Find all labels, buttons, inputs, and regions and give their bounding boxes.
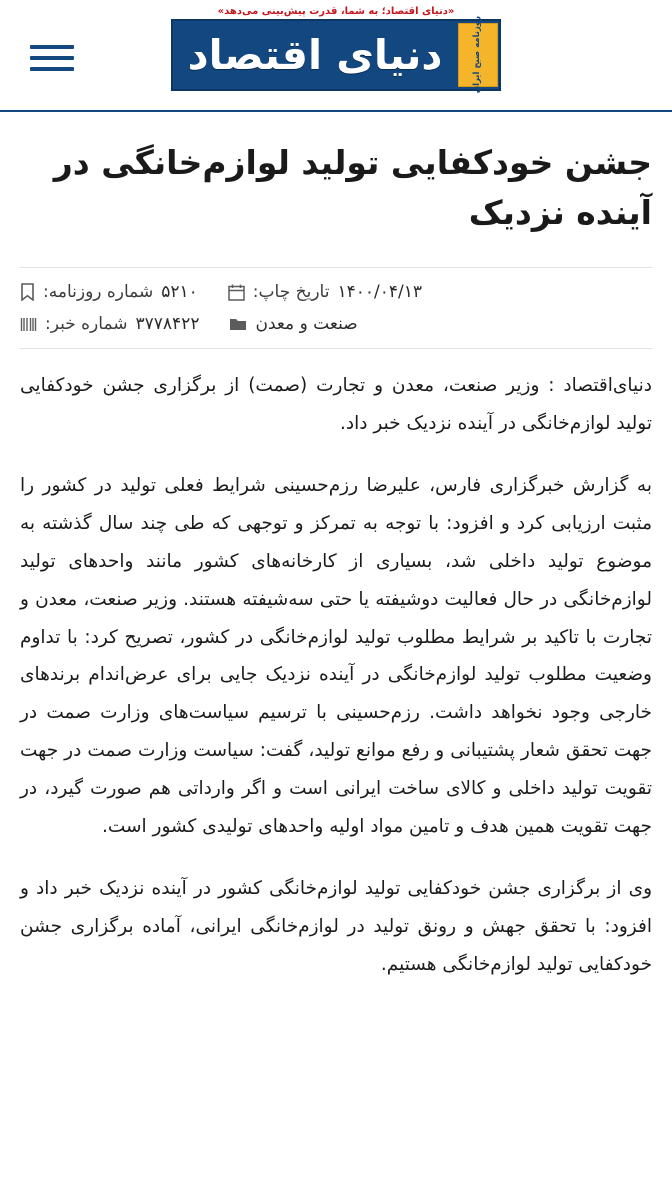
menu-bar-2 xyxy=(30,56,74,60)
page-title: جشن خودکفایی تولید لوازم‌خانگی در آینده نزدیک xyxy=(53,143,652,232)
logo-badge-label: روزنامه صبح ایران xyxy=(472,16,483,94)
site-header xyxy=(0,0,672,112)
bookmark-icon xyxy=(20,283,35,301)
meta-row-secondary xyxy=(20,314,652,334)
logo-badge xyxy=(458,16,498,94)
calendar-icon xyxy=(228,284,245,301)
article xyxy=(0,138,672,984)
masthead-slogan: «دنیای اقتصاد؛ به شما، قدرت پیش‌بینی می‌دهد» xyxy=(217,6,455,17)
meta-paper-number xyxy=(20,282,198,302)
meta-news-number-label: شماره خبر: xyxy=(45,314,128,334)
article-lead-text: وزیر صنعت، معدن و تجارت (صمت) از برگزاری جشن خودکفایی تولید لوازم‌خانگی در آینده نزدیک خبر داد. xyxy=(20,375,652,434)
article-paragraph-2: وی از برگزاری جشن خودکفایی تولید لوازم‌خانگی کشور در آینده نزدیک خبر داد و افزود: با تحقق جهش و رونق تولید در لوازم‌خانگی ایرانی، آماده برگزاری جشن خودکفایی تولید لوازم‌خانگی هستیم. xyxy=(20,878,652,975)
meta-top-divider xyxy=(20,267,652,268)
meta-category-label: صنعت و معدن xyxy=(255,314,358,334)
article-lead xyxy=(20,367,652,443)
meta-row-primary xyxy=(20,282,652,302)
masthead-logo[interactable] xyxy=(171,6,501,102)
article-lead-source: دنیای‌اقتصاد : xyxy=(548,375,652,396)
article-paragraph-1: به گزارش خبرگزاری فارس، علیرضا رزم‌حسینی شرایط فعلی تولید در کشور را مثبت ارزیابی کرد و افزود: با توجه به تمرکز و توجهی که طی چند سال گذشته به موضوع تولید داخلی شد، بسیاری از کارخانه‌های کشور مانند واحدهای تولید لوازم‌خانگی در حال فعالیت دوشیفته یا حتی سه‌شیفته هستند. وزیر صنعت، معدن و تجارت با تاکید بر شرایط مطلوب تولید لوازم‌خانگی در کشور، تصریح کرد: با تداوم وضعیت مطلوب تولید لوازم‌خانگی در آینده نزدیک جایی برای عرض‌اندام برندهای خارجی وجود نخواهد داشت. رزم‌حسینی با ترسیم سیاست‌های وزارت صمت در جهت تحقق شعار پشتیبانی و رفع موانع تولید، گفت: سیاست وزارت صمت در جهت تقویت تولید داخلی و کالای ساخت ایرانی است و اگر وارداتی هم صورت گیرد، در جهت تقویت همین هدف و تامین مواد اولیه واحدهای تولیدی کشور است. xyxy=(20,474,652,838)
meta-print-date xyxy=(228,282,422,302)
menu-bar-3 xyxy=(30,67,74,71)
meta-paper-number-value: ۵۲۱۰ xyxy=(161,282,198,302)
logo-wrap[interactable] xyxy=(171,16,501,94)
meta-paper-number-label: شماره روزنامه: xyxy=(43,282,154,302)
menu-bar-1 xyxy=(30,45,74,49)
meta-print-date-value: ۱۴۰۰/۰۴/۱۳ xyxy=(337,282,422,302)
barcode-icon xyxy=(20,316,37,333)
meta-bottom-divider xyxy=(20,348,652,349)
meta-category[interactable] xyxy=(229,314,357,334)
meta-news-number-value: ۳۷۷۸۴۲۲ xyxy=(135,314,200,334)
hamburger-menu-icon[interactable] xyxy=(30,42,74,74)
logo-text: دنیای اقتصاد xyxy=(187,31,443,79)
meta-news-number xyxy=(20,314,199,334)
folder-icon xyxy=(229,317,247,332)
meta-print-date-label: تاریخ چاپ: xyxy=(252,282,330,302)
